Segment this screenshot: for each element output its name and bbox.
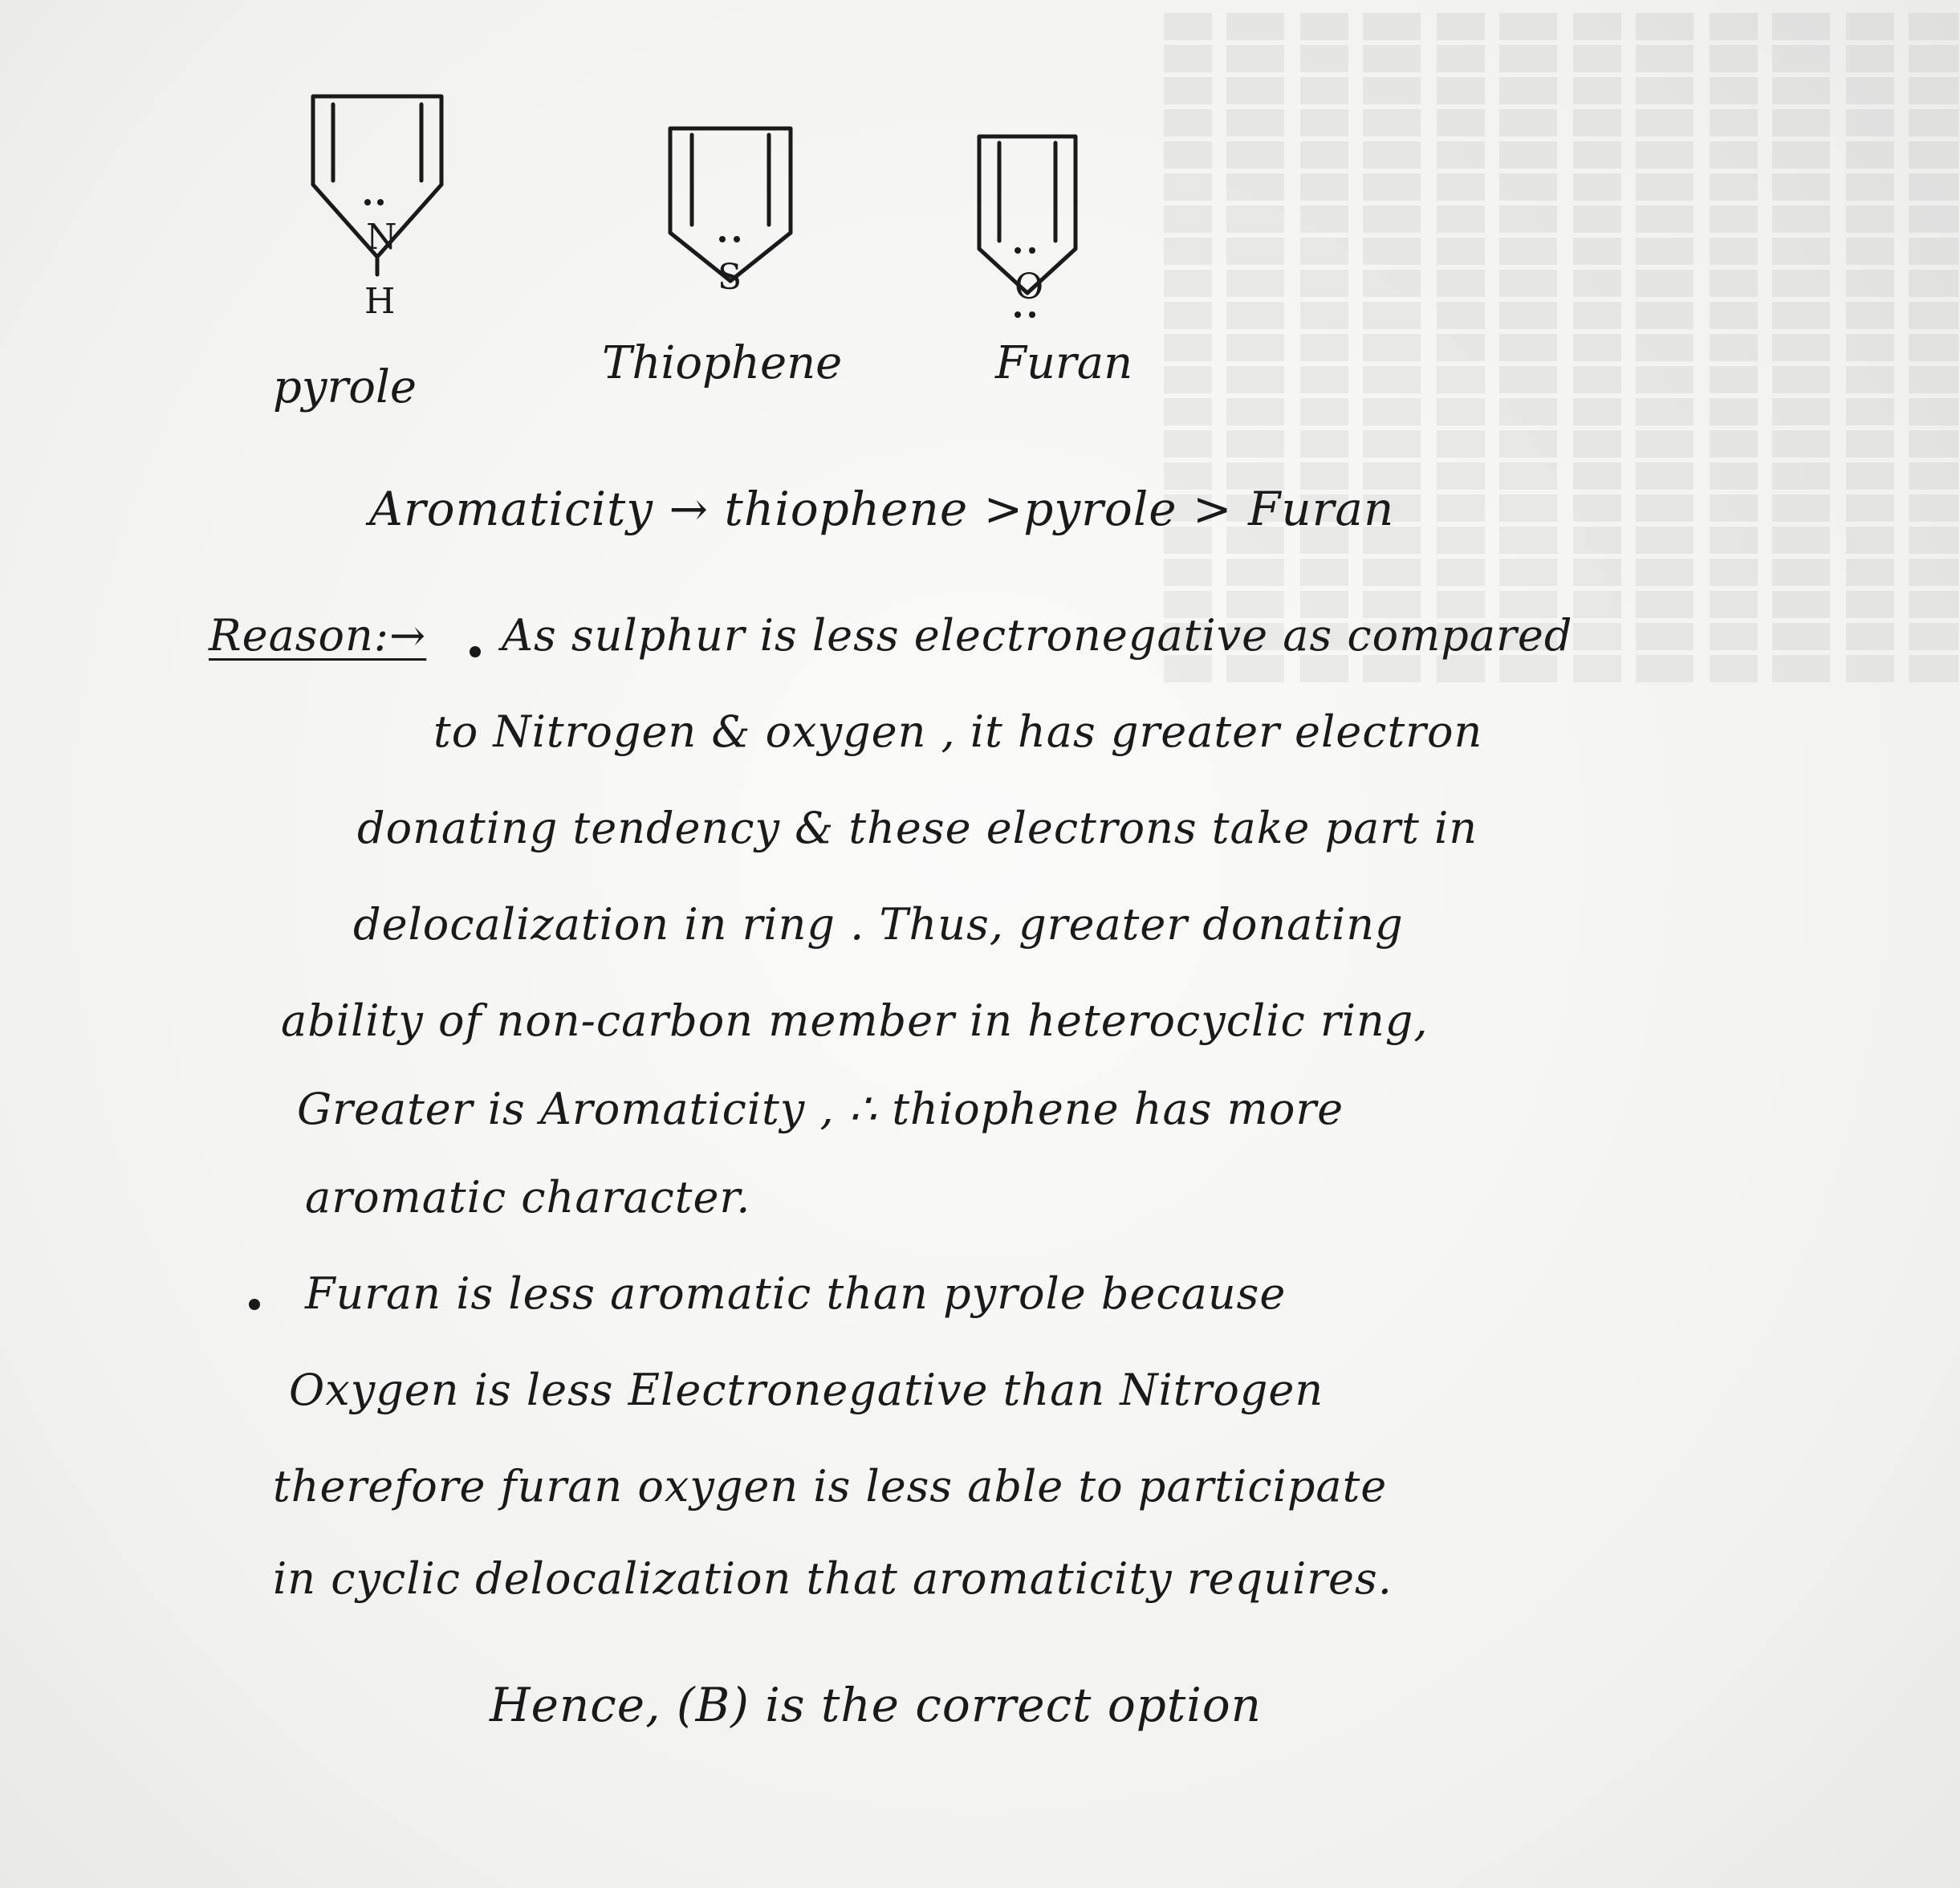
furan-structure <box>971 128 1084 329</box>
reason-label: Reason:→ <box>209 610 427 661</box>
thiophene-heteroatom: S <box>718 257 742 298</box>
reason-bullet <box>470 646 481 657</box>
pyrrole-label: pyrole <box>273 361 417 413</box>
furan-line-4: in cyclic delocalization that aromaticity requires. <box>273 1553 1393 1604</box>
reason-first-line <box>209 610 426 661</box>
furan-label: Furan <box>995 337 1133 389</box>
reason-line-3: donating tendency & these electrons take part in <box>357 803 1478 853</box>
furan-line-3: therefore furan oxygen is less able to participate <box>273 1461 1388 1512</box>
thiophene-structure <box>658 120 803 305</box>
reason-line-4: delocalization in ring . Thus, greater donating <box>353 899 1404 950</box>
reason-line-1: As sulphur is less electronegative as compared <box>502 610 1573 661</box>
pyrrole-heteroatom: N <box>366 217 397 258</box>
reason-line-7: aromatic character. <box>305 1172 751 1223</box>
bleed-through-texture <box>1164 8 1958 1132</box>
pyrrole-hydrogen: H <box>364 281 396 322</box>
conclusion: Hence, (B) is the correct option <box>490 1678 1263 1732</box>
reason-line-2: to Nitrogen & oxygen , it has greater electron <box>433 706 1483 757</box>
aromaticity-order: Aromaticity → thiophene >pyrole > Furan <box>369 482 1395 536</box>
furan-line-1: Furan is less aromatic than pyrole because <box>305 1268 1287 1319</box>
furan-heteroatom: O <box>1015 267 1044 307</box>
reason-line-5: ability of non-carbon member in heterocyclic ring, <box>281 995 1429 1046</box>
pyrrole-structure <box>297 88 457 321</box>
thiophene-label: Thiophene <box>602 337 843 389</box>
reason-line-6: Greater is Aromaticity , ∴ thiophene has more <box>297 1084 1344 1134</box>
furan-bullet <box>249 1299 260 1310</box>
furan-line-2: Oxygen is less Electronegative than Nitrogen <box>289 1365 1324 1415</box>
